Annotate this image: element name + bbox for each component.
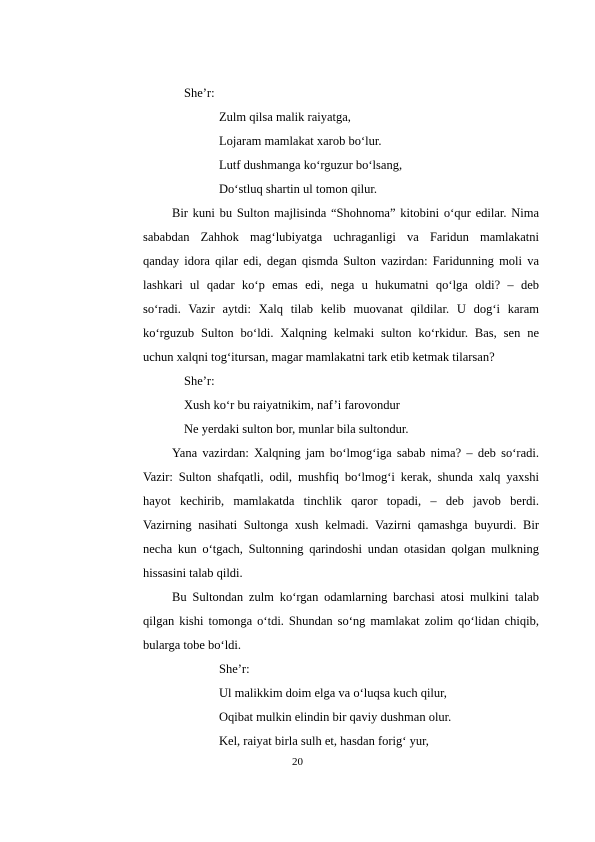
verse-line: Xush ko‘r bu raiyatnikim, naf’i farovondur: [184, 398, 400, 412]
paragraph-line: bularga tobe bo‘ldi.: [143, 638, 242, 652]
page-number: 20: [292, 756, 303, 768]
verse-line: Zulm qilsa malik raiyatga,: [219, 110, 351, 124]
paragraph-line: sababdan Zahhok mag‘lubiyatga uchraganligi va Faridun mamlakatni: [143, 230, 539, 244]
verse-label: She’r:: [219, 662, 250, 676]
paragraph-line: Vazir: Sulton shafqatli, odil, mushfiq bo‘lmog‘i kerak, shunda xalq yaxshi: [143, 470, 539, 484]
paragraph-line: Yana vazirdan: Xalqning jam bo‘lmog‘iga sabab nima? – deb so‘radi.: [172, 446, 539, 460]
paragraph-line: necha kun o‘tgach, Sultonning qarindoshi undan otasidan qolgan mulkning: [143, 542, 539, 556]
verse-line: Lojaram mamlakat xarob bo‘lur.: [219, 134, 382, 148]
verse-label: She’r:: [184, 374, 215, 388]
paragraph-line: Bu Sultondan zulm ko‘rgan odamlarning barchasi atosi mulkini talab: [172, 590, 539, 604]
verse-label: She’r:: [184, 86, 215, 100]
verse-line: Ne yerdaki sulton bor, munlar bila sultondur.: [184, 422, 409, 436]
paragraph-line: lashkari ul qadar ko‘p emas edi, nega u hukumatni qo‘lga oldi? – deb: [143, 278, 539, 292]
paragraph-line: Vazirning nasihati Sultonga xush kelmadi. Vazirni qamashga buyurdi. Bir: [143, 518, 539, 532]
verse-line: Ul malikkim doim elga va o‘luqsa kuch qilur,: [219, 686, 447, 700]
paragraph-line: Bir kuni bu Sulton majlisinda “Shohnoma” kitobini o‘qur edilar. Nima: [172, 206, 539, 220]
paragraph-line: qilgan kishi tomonga o‘tdi. Shundan so‘ng mamlakat zolim qo‘lidan chiqib,: [143, 614, 539, 628]
paragraph-line: ko‘rguzub Sulton bo‘ldi. Xalqning kelmaki sulton ko‘rkidur. Bas, sen ne: [143, 326, 539, 340]
verse-line: Kel, raiyat birla sulh et, hasdan forig‘ yur,: [219, 734, 429, 748]
paragraph-line: hayot kechirib, mamlakatda tinchlik qaror topadi, – deb javob berdi.: [143, 494, 539, 508]
verse-line: Do‘stluq shartin ul tomon qilur.: [219, 182, 377, 196]
verse-line: Oqibat mulkin elindin bir qaviy dushman olur.: [219, 710, 452, 724]
paragraph-line: qanday idora qilar edi, degan qismda Sulton vazirdan: Faridunning moli va: [143, 254, 539, 268]
paragraph-line: hissasini talab qildi.: [143, 566, 243, 580]
paragraph-line: so‘radi. Vazir aytdi: Xalq tilab kelib muovanat qildilar. U dog‘i karam: [143, 302, 539, 316]
verse-line: Lutf dushmanga ko‘rguzur bo‘lsang,: [219, 158, 403, 172]
paragraph-line: uchun xalqni tog‘itursan, magar mamlakatni tark etib ketmak tilarsan?: [143, 350, 495, 364]
